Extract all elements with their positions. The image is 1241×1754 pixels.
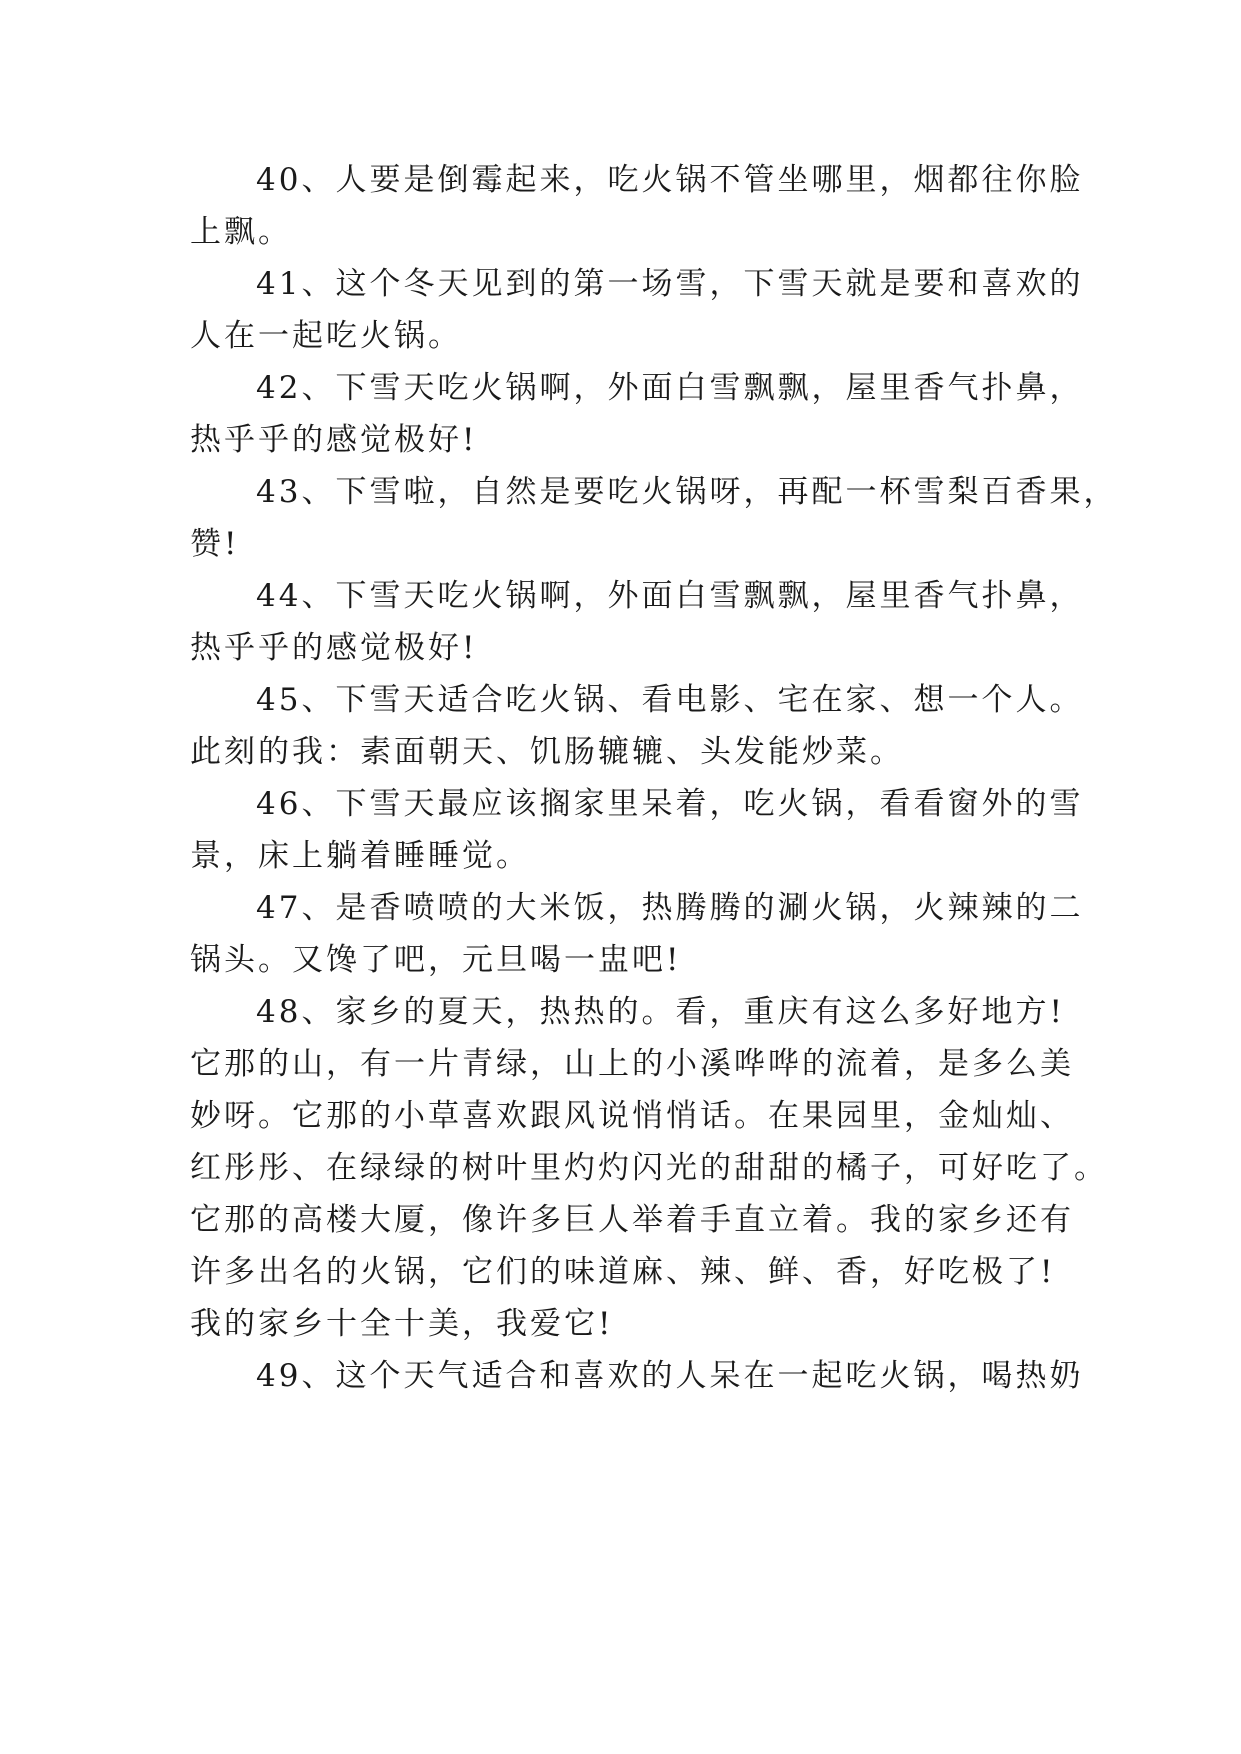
- paragraph-40-line-2: 上飘。: [190, 214, 292, 250]
- paragraph-48-line-7: 我的家乡十全十美，我爱它!: [190, 1306, 614, 1342]
- paragraph-44-line-2: 热乎乎的感觉极好!: [190, 630, 478, 666]
- paragraph-42-line-2: 热乎乎的感觉极好!: [190, 422, 478, 458]
- paragraph-41-line-2: 人在一起吃火锅。: [190, 318, 462, 354]
- paragraph-44-line-1: 44、下雪天吃火锅啊，外面白雪飘飘，屋里香气扑鼻，: [256, 578, 1084, 614]
- paragraph-48-line-2: 它那的山，有一片青绿，山上的小溪哗哗的流着，是多么美: [190, 1046, 1074, 1082]
- paragraph-45-line-2: 此刻的我：素面朝天、饥肠辘辘、头发能炒菜。: [190, 734, 904, 770]
- paragraph-46-line-2: 景，床上躺着睡睡觉。: [190, 838, 530, 874]
- paragraph-49-line-1: 49、这个天气适合和喜欢的人呆在一起吃火锅，喝热奶: [256, 1358, 1084, 1394]
- paragraph-46-line-1: 46、下雪天最应该搁家里呆着，吃火锅，看看窗外的雪: [256, 786, 1084, 822]
- paragraph-45-line-1: 45、下雪天适合吃火锅、看电影、宅在家、想一个人。: [256, 682, 1084, 718]
- paragraph-47-line-1: 47、是香喷喷的大米饭，热腾腾的涮火锅，火辣辣的二: [256, 890, 1084, 926]
- paragraph-48-line-5: 它那的高楼大厦，像许多巨人举着手直立着。我的家乡还有: [190, 1202, 1074, 1238]
- paragraph-40-line-1: 40、人要是倒霉起来，吃火锅不管坐哪里，烟都往你脸: [256, 162, 1084, 198]
- paragraph-43-line-1: 43、下雪啦，自然是要吃火锅呀，再配一杯雪梨百香果，: [256, 474, 1118, 510]
- paragraph-48-line-1: 48、家乡的夏天，热热的。看，重庆有这么多好地方!: [256, 994, 1065, 1030]
- paragraph-43-line-2: 赞!: [190, 526, 240, 562]
- paragraph-48-line-3: 妙呀。它那的小草喜欢跟风说悄悄话。在果园里，金灿灿、: [190, 1098, 1074, 1134]
- paragraph-42-line-1: 42、下雪天吃火锅啊，外面白雪飘飘，屋里香气扑鼻，: [256, 370, 1084, 406]
- paragraph-47-line-2: 锅头。又馋了吧，元旦喝一盅吧!: [190, 942, 682, 978]
- paragraph-41-line-1: 41、这个冬天见到的第一场雪，下雪天就是要和喜欢的: [256, 266, 1084, 302]
- paragraph-48-line-4: 红彤彤、在绿绿的树叶里灼灼闪光的甜甜的橘子，可好吃了。: [190, 1150, 1108, 1186]
- paragraph-48-line-6: 许多出名的火锅，它们的味道麻、辣、鲜、香，好吃极了!: [190, 1254, 1056, 1290]
